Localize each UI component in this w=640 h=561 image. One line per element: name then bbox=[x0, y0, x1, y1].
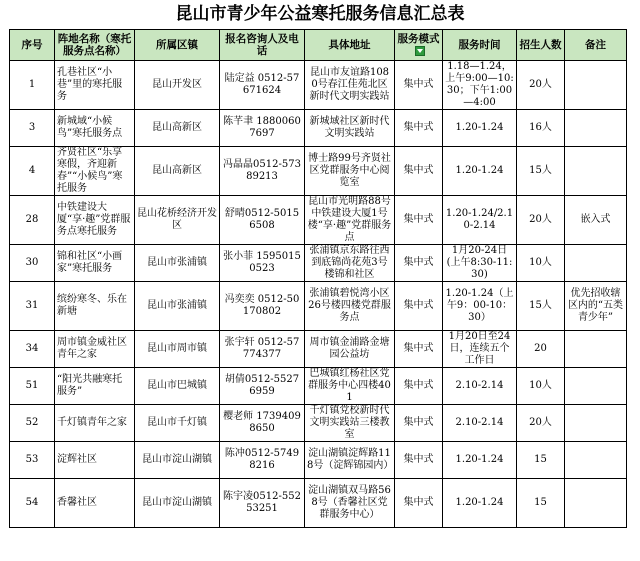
table-row bbox=[10, 331, 627, 368]
table-row bbox=[10, 61, 627, 110]
cell-count[interactable]: 10人 bbox=[517, 245, 565, 282]
cell-no[interactable]: 51 bbox=[10, 368, 55, 405]
cell-time[interactable]: 2.10-2.14 bbox=[443, 405, 517, 442]
cell-note[interactable] bbox=[565, 442, 627, 479]
cell-time[interactable]: 1.20-1.24 bbox=[443, 479, 517, 528]
header-contact[interactable]: 报名咨询人及电话 bbox=[220, 30, 305, 61]
cell-contact[interactable]: 樱老师 17394098650 bbox=[220, 405, 305, 442]
cell-no[interactable]: 53 bbox=[10, 442, 55, 479]
table-row bbox=[10, 282, 627, 331]
header-note[interactable]: 备注 bbox=[565, 30, 627, 61]
cell-address[interactable]: 淀山湖镇淀辉路118号（淀辉锦园内） bbox=[305, 442, 395, 479]
cell-mode[interactable]: 集中式 bbox=[395, 331, 443, 368]
cell-name[interactable]: 孔巷社区“小巷”里的寒托服务 bbox=[55, 61, 135, 110]
cell-mode[interactable]: 集中式 bbox=[395, 147, 443, 196]
cell-contact[interactable]: 张宇轩 0512-57774377 bbox=[220, 331, 305, 368]
cell-count[interactable]: 15 bbox=[517, 479, 565, 528]
cell-time[interactable]: 1.20-1.24/2.10-2.14 bbox=[443, 196, 517, 245]
cell-no[interactable]: 34 bbox=[10, 331, 55, 368]
cell-address[interactable]: 周市镇金浦路金塘园公益坊 bbox=[305, 331, 395, 368]
table-row bbox=[10, 368, 627, 405]
page-title: 昆山市青少年公益寒托服务信息汇总表 bbox=[175, 4, 465, 24]
cell-no[interactable]: 3 bbox=[10, 110, 55, 147]
cell-area[interactable]: 昆山高新区 bbox=[135, 147, 220, 196]
cell-area[interactable]: 昆山市巴城镇 bbox=[135, 368, 220, 405]
cell-count[interactable]: 20人 bbox=[517, 196, 565, 245]
header-count[interactable]: 招生人数 bbox=[517, 30, 565, 61]
cell-note[interactable] bbox=[565, 147, 627, 196]
header-address[interactable]: 具体地址 bbox=[305, 30, 395, 61]
header-area[interactable]: 所属区镇 bbox=[135, 30, 220, 61]
cell-note[interactable] bbox=[565, 405, 627, 442]
cell-count[interactable]: 20人 bbox=[517, 405, 565, 442]
header-mode[interactable]: 服务模式 bbox=[395, 30, 443, 61]
cell-time[interactable]: 1月20日至24日，连续五个工作日 bbox=[443, 331, 517, 368]
table-row bbox=[10, 147, 627, 196]
cell-count[interactable]: 20人 bbox=[517, 61, 565, 110]
summary-table bbox=[9, 29, 627, 528]
cell-no[interactable]: 1 bbox=[10, 61, 55, 110]
cell-name[interactable]: 千灯镇青年之家 bbox=[55, 405, 135, 442]
cell-no[interactable]: 28 bbox=[10, 196, 55, 245]
cell-mode[interactable]: 集中式 bbox=[395, 61, 443, 110]
cell-no[interactable]: 52 bbox=[10, 405, 55, 442]
cell-contact[interactable]: 陆定益 0512-57671624 bbox=[220, 61, 305, 110]
cell-time[interactable]: 2.10-2.14 bbox=[443, 368, 517, 405]
cell-count[interactable]: 16人 bbox=[517, 110, 565, 147]
cell-mode[interactable]: 集中式 bbox=[395, 405, 443, 442]
cell-area[interactable]: 昆山市周市镇 bbox=[135, 331, 220, 368]
cell-area[interactable]: 昆山市张浦镇 bbox=[135, 245, 220, 282]
cell-count[interactable]: 20 bbox=[517, 331, 565, 368]
cell-count[interactable]: 15人 bbox=[517, 147, 565, 196]
cell-mode[interactable]: 集中式 bbox=[395, 110, 443, 147]
cell-note[interactable] bbox=[565, 61, 627, 110]
cell-time[interactable]: 1.20-1.24（上午9：00-10：30） bbox=[443, 282, 517, 331]
cell-address[interactable]: 张浦镇碧悦湾小区26号楼四楼党群服务点 bbox=[305, 282, 395, 331]
cell-note[interactable] bbox=[565, 331, 627, 368]
cell-name[interactable]: 锦和社区“小画家”寒托服务 bbox=[55, 245, 135, 282]
cell-address[interactable]: 博士路99号齐贤社区党群服务中心阅览室 bbox=[305, 147, 395, 196]
cell-area[interactable]: 昆山市张浦镇 bbox=[135, 282, 220, 331]
cell-time[interactable]: 1月20-24日(上午8:30-11:30) bbox=[443, 245, 517, 282]
cell-name[interactable]: 周市镇金威社区青年之家 bbox=[55, 331, 135, 368]
cell-address[interactable]: 巴城镇红杨社区党群服务中心四楼401 bbox=[305, 368, 395, 405]
cell-name[interactable]: 淀辉社区 bbox=[55, 442, 135, 479]
cell-note[interactable] bbox=[565, 368, 627, 405]
cell-name[interactable]: 齐贤社区“乐享寒假，齐迎新春”“小候鸟”寒托服务 bbox=[55, 147, 135, 196]
table-row bbox=[10, 110, 627, 147]
cell-mode[interactable]: 集中式 bbox=[395, 245, 443, 282]
cell-count[interactable]: 15人 bbox=[517, 282, 565, 331]
cell-note[interactable] bbox=[565, 245, 627, 282]
cell-time[interactable]: 1.20-1.24 bbox=[443, 110, 517, 147]
cell-contact[interactable]: 陈宇凌0512-55253251 bbox=[220, 479, 305, 528]
cell-contact[interactable]: 冯晶晶0512-57389213 bbox=[220, 147, 305, 196]
cell-contact[interactable]: 冯奕奕 0512-50170802 bbox=[220, 282, 305, 331]
cell-address[interactable]: 昆山市友谊路1080号春江佳苑北区新时代文明实践站 bbox=[305, 61, 395, 110]
cell-address[interactable]: 昆山市光明路88号中铁建设大厦1号楼“享·趣”党群服务点 bbox=[305, 196, 395, 245]
cell-name[interactable]: 中铁建设大厦“享·趣”党群服务点寒托服务 bbox=[55, 196, 135, 245]
cell-contact[interactable]: 张小菲 15950150523 bbox=[220, 245, 305, 282]
cell-mode[interactable]: 集中式 bbox=[395, 442, 443, 479]
cell-mode[interactable]: 集中式 bbox=[395, 479, 443, 528]
cell-name[interactable]: 新城域“小候鸟”寒托服务点 bbox=[55, 110, 135, 147]
cell-area[interactable]: 昆山高新区 bbox=[135, 110, 220, 147]
table-row bbox=[10, 196, 627, 245]
cell-address[interactable]: 千灯镇党校新时代文明实践站三楼教室 bbox=[305, 405, 395, 442]
cell-address[interactable]: 新城域社区新时代文明实践站 bbox=[305, 110, 395, 147]
cell-address[interactable]: 张浦镇京东路往西到底锦尚花苑3号楼锦和社区 bbox=[305, 245, 395, 282]
cell-area[interactable]: 昆山市淀山湖镇 bbox=[135, 442, 220, 479]
cell-area[interactable]: 昆山市千灯镇 bbox=[135, 405, 220, 442]
cell-note[interactable]: 优先招收辖区内的“五类青少年” bbox=[565, 282, 627, 331]
table-row bbox=[10, 405, 627, 442]
cell-no[interactable]: 4 bbox=[10, 147, 55, 196]
cell-count[interactable]: 10人 bbox=[517, 368, 565, 405]
filter-dropdown-icon[interactable] bbox=[415, 46, 425, 56]
cell-time[interactable]: 1.20-1.24 bbox=[443, 442, 517, 479]
header-time[interactable]: 服务时间 bbox=[443, 30, 517, 61]
cell-contact[interactable]: 陈冲0512-57498216 bbox=[220, 442, 305, 479]
cell-no[interactable]: 30 bbox=[10, 245, 55, 282]
cell-note[interactable] bbox=[565, 110, 627, 147]
cell-name[interactable]: 香馨社区 bbox=[55, 479, 135, 528]
cell-contact[interactable]: 陈芊聿 18800607697 bbox=[220, 110, 305, 147]
cell-name[interactable]: 缤纷寒冬、乐在新塘 bbox=[55, 282, 135, 331]
cell-area[interactable]: 昆山花桥经济开发区 bbox=[135, 196, 220, 245]
cell-contact[interactable]: 舒晴0512-50156508 bbox=[220, 196, 305, 245]
header-row bbox=[10, 30, 627, 61]
cell-time[interactable]: 1.18—1.24，上午9:00—10:30；下午1:00—4:00 bbox=[443, 61, 517, 110]
cell-name[interactable]: “阳光共融寒托服务” bbox=[55, 368, 135, 405]
cell-no[interactable]: 31 bbox=[10, 282, 55, 331]
cell-contact[interactable]: 胡倩0512-55276959 bbox=[220, 368, 305, 405]
cell-mode[interactable]: 集中式 bbox=[395, 196, 443, 245]
cell-area[interactable]: 昆山市淀山湖镇 bbox=[135, 479, 220, 528]
table-row bbox=[10, 479, 627, 528]
cell-mode[interactable]: 集中式 bbox=[395, 282, 443, 331]
table-row bbox=[10, 442, 627, 479]
cell-note[interactable] bbox=[565, 479, 627, 528]
cell-address[interactable]: 淀山湖镇双马路568号（香馨社区党群服务中心） bbox=[305, 479, 395, 528]
cell-no[interactable]: 54 bbox=[10, 479, 55, 528]
cell-count[interactable]: 15 bbox=[517, 442, 565, 479]
cell-time[interactable]: 1.20-1.24 bbox=[443, 147, 517, 196]
cell-mode[interactable]: 集中式 bbox=[395, 368, 443, 405]
header-no[interactable]: 序号 bbox=[10, 30, 55, 61]
header-name[interactable]: 阵地名称（寒托服务点名称） bbox=[55, 30, 135, 61]
table-row bbox=[10, 245, 627, 282]
cell-note[interactable]: 嵌入式 bbox=[565, 196, 627, 245]
cell-area[interactable]: 昆山开发区 bbox=[135, 61, 220, 110]
